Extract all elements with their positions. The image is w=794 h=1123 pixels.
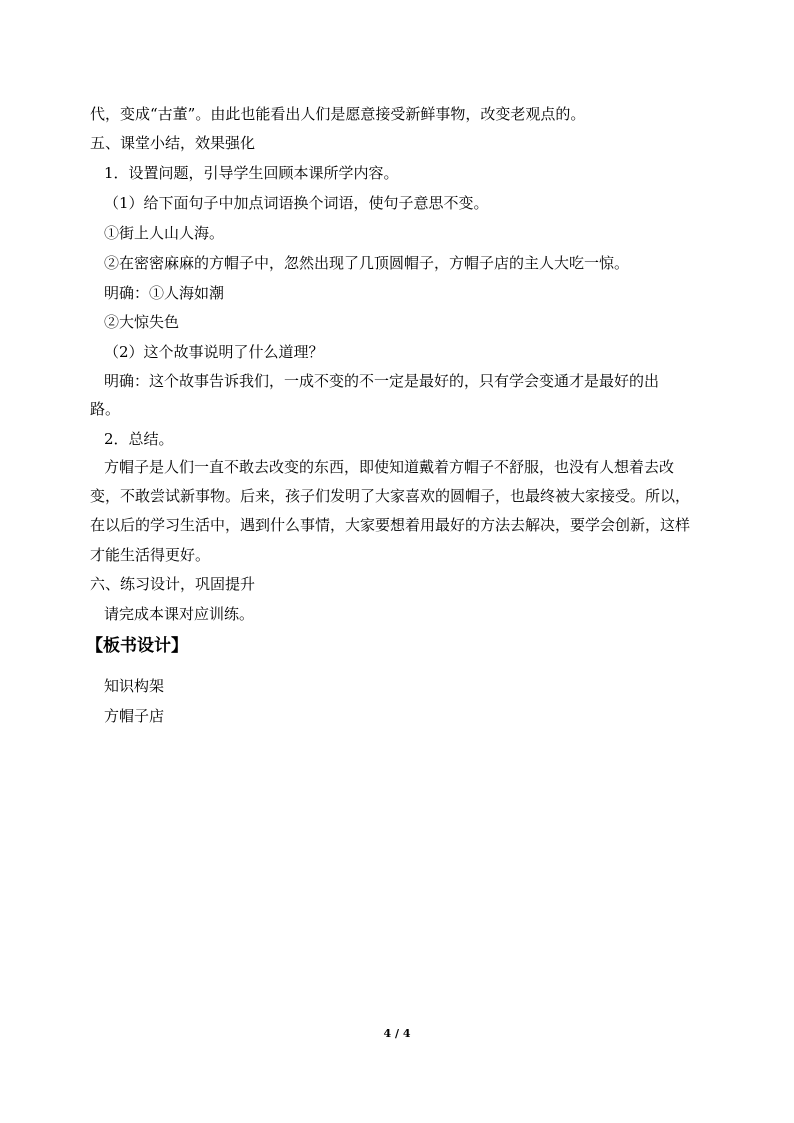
body-line: 代，变成“古董”。由此也能看出人们是愿意接受新鲜事物，改变老观点的。 <box>90 105 586 123</box>
section-heading: 五、课堂小结，效果强化 <box>90 134 256 152</box>
body-line: 2．总结。 <box>104 430 174 448</box>
body-line: 1．设置问题，引导学生回顾本课所学内容。 <box>104 164 399 182</box>
page-number: 4 / 4 <box>383 1027 411 1040</box>
body-line: （2）这个故事说明了什么道理？ <box>104 343 324 361</box>
body-line: 方帽子是人们一直不敢去改变的东西，即使知道戴着方帽子不舒服，也没有人想着去改 <box>104 458 675 476</box>
body-line: ②在密密麻麻的方帽子中，忽然出现了几顶圆帽子，方帽子店的主人大吃一惊。 <box>104 254 630 272</box>
body-line: ②大惊失色 <box>104 313 180 331</box>
section-heading: 六、练习设计，巩固提升 <box>90 575 256 593</box>
body-line: 路。 <box>90 400 121 418</box>
board-design-heading: 【板书设计】 <box>86 636 188 656</box>
body-line: 才能生活得更好。 <box>90 546 211 564</box>
body-line: ①街上人山人海。 <box>104 224 225 242</box>
board-line: 知识构架 <box>104 677 165 695</box>
board-line: 方帽子店 <box>104 707 165 725</box>
body-line: 在以后的学习生活中，遇到什么事情，大家要想着用最好的方法去解决，要学会创新，这样 <box>90 516 691 534</box>
body-line: 请完成本课对应训练。 <box>104 605 255 623</box>
body-line: 明确：这个故事告诉我们，一成不变的不一定是最好的，只有学会变通才是最好的出 <box>104 372 660 390</box>
body-line: 明确：①人海如潮 <box>104 284 225 302</box>
body-line: 变，不敢尝试新事物。后来，孩子们发明了大家喜欢的圆帽子，也最终被大家接受。所以， <box>90 487 691 505</box>
body-line: （1）给下面句子中加点词语换个词语，使句子意思不变。 <box>104 194 489 212</box>
